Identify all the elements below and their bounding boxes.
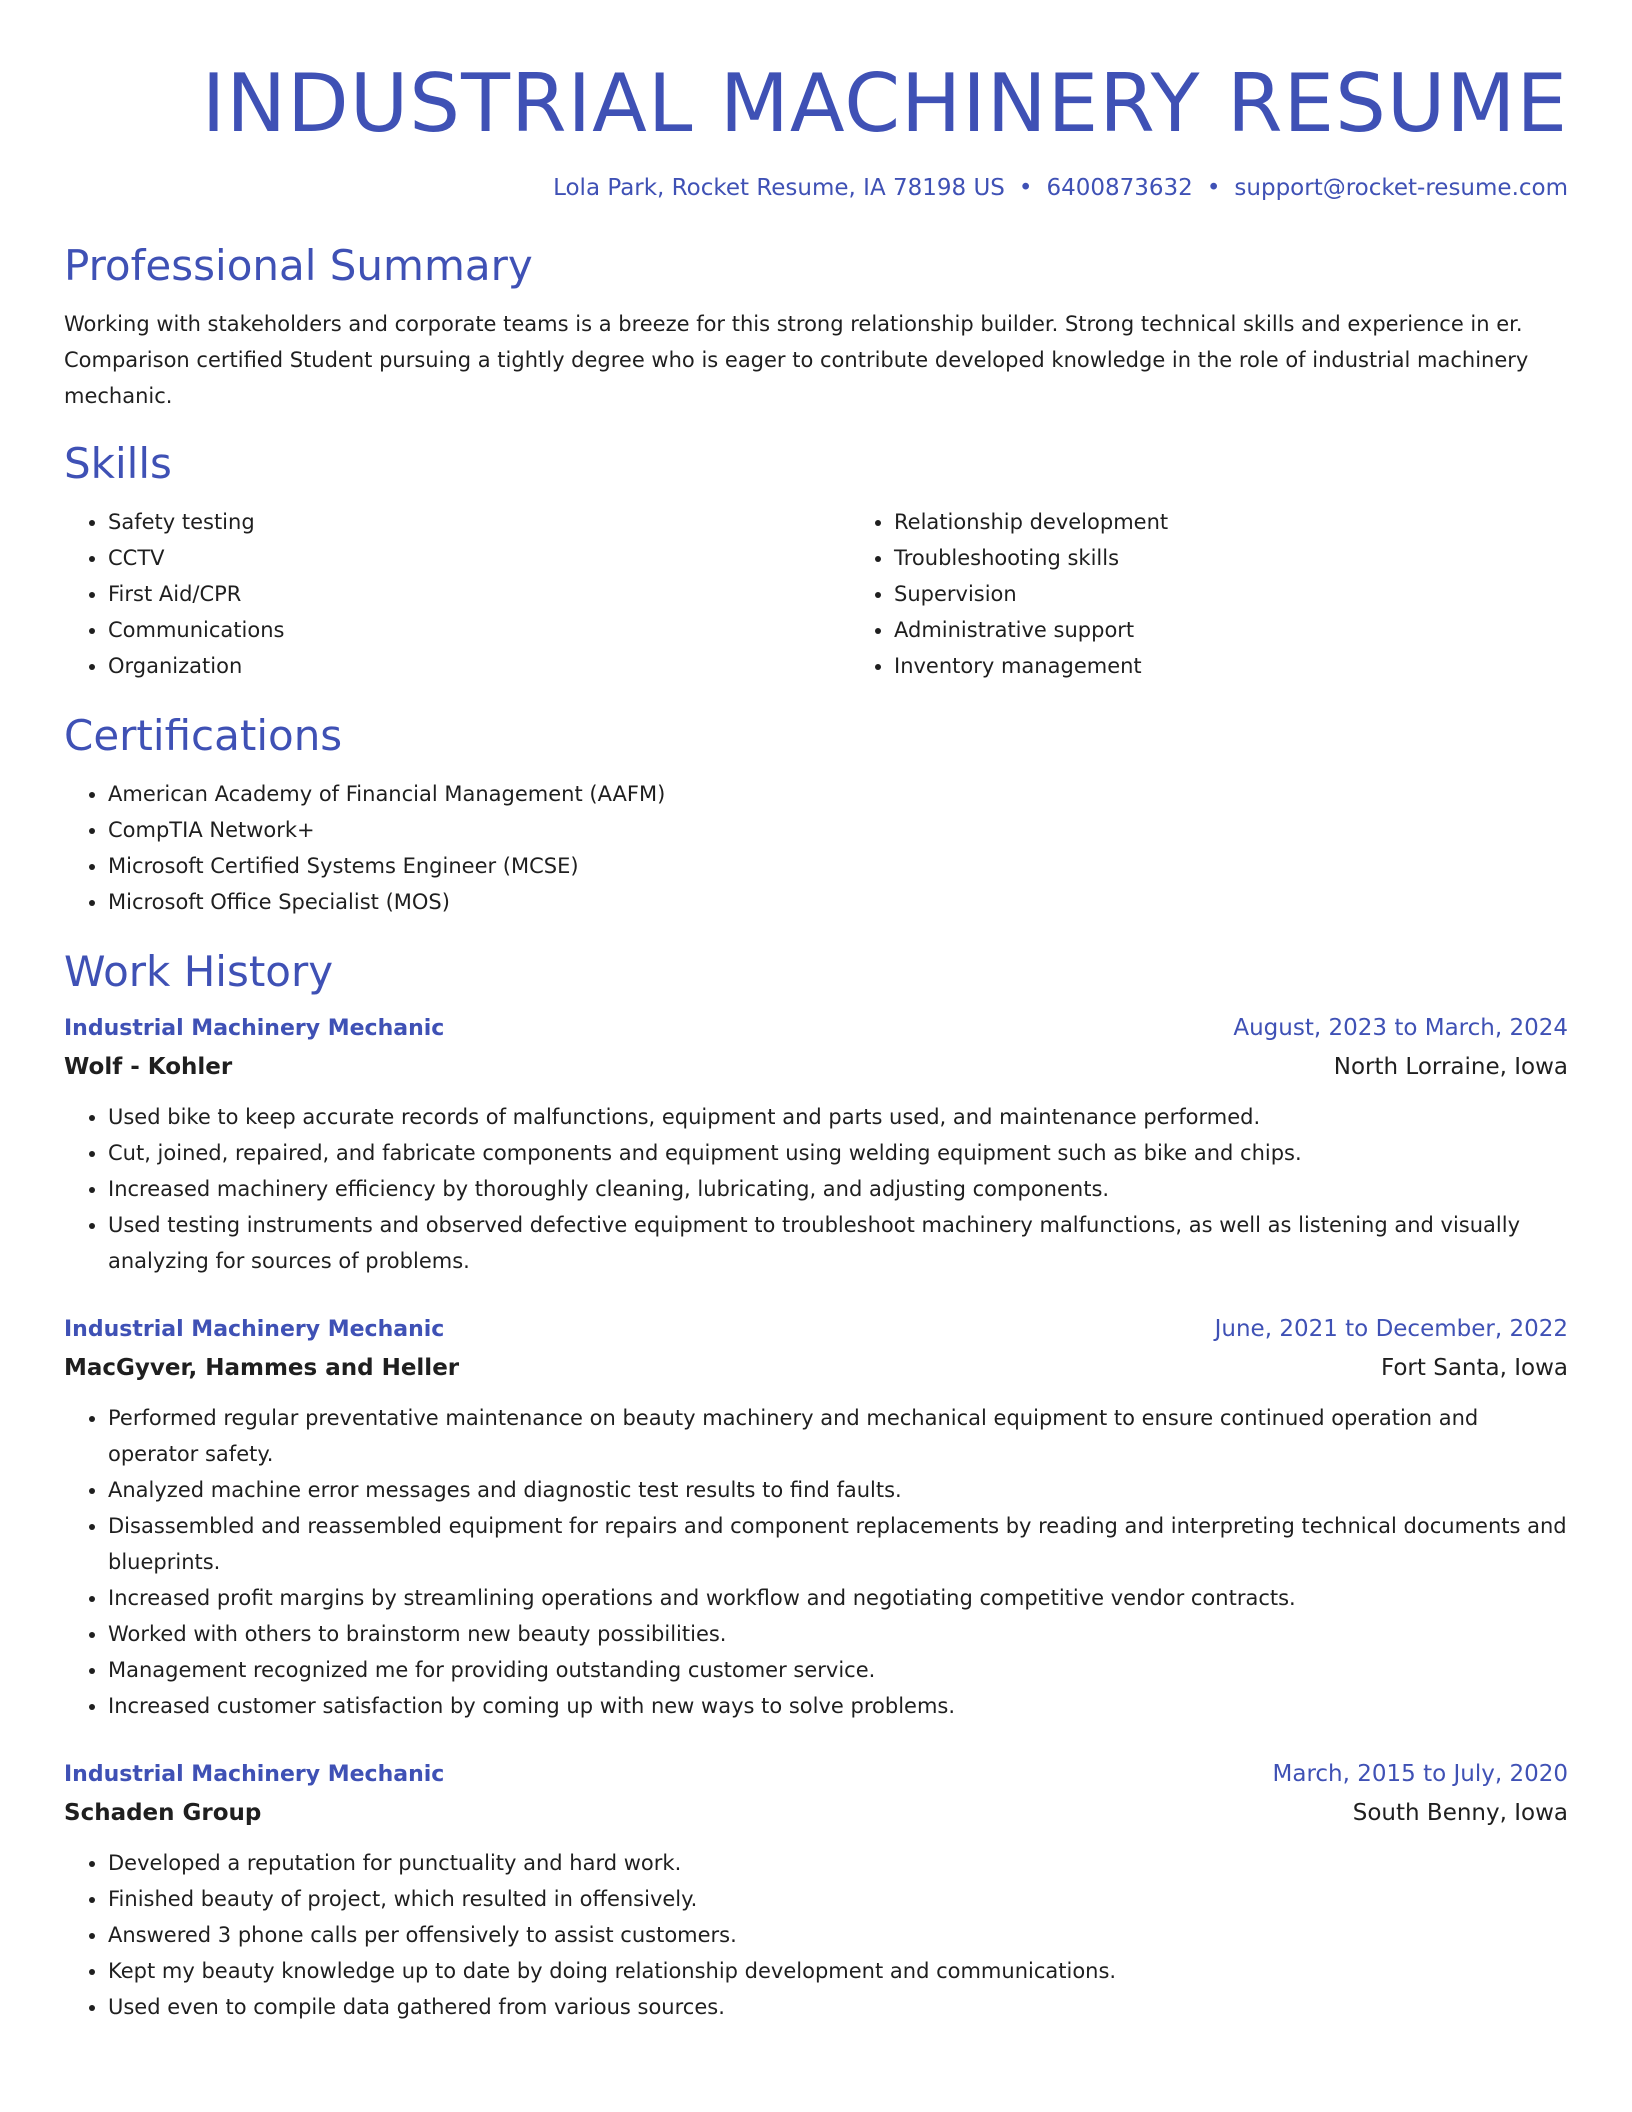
skill-item: • Organization bbox=[108, 648, 850, 684]
skill-item: • Troubleshooting skills bbox=[894, 540, 1632, 576]
work-history-section bbox=[64, 944, 1568, 2025]
skills-grid bbox=[64, 504, 1568, 684]
summary-section bbox=[64, 238, 1568, 414]
job-title: Industrial Machinery Mechanic bbox=[64, 1317, 445, 1342]
contact-separator: • bbox=[1206, 175, 1221, 201]
certification-item: • Microsoft Certified Systems Engineer (MCSE) bbox=[108, 848, 1568, 884]
job-header-row bbox=[64, 1311, 1568, 1348]
job-duty-item: • Answered 3 phone calls per offensively to assist customers. bbox=[108, 1917, 1568, 1953]
certifications-section bbox=[64, 708, 1568, 920]
skills-heading: Skills bbox=[64, 439, 172, 488]
job-duty-item: • Developed a reputation for punctuality and hard work. bbox=[108, 1845, 1568, 1881]
job-duty-item: • Increased customer satisfaction by coming up with new ways to solve problems. bbox=[108, 1688, 1568, 1724]
skill-item: • Communications bbox=[108, 612, 850, 648]
job-dates: August, 2023 to March, 2024 bbox=[1233, 1015, 1568, 1041]
skill-item: • First Aid/CPR bbox=[108, 576, 850, 612]
job-duties-list bbox=[64, 1400, 1568, 1724]
contact-email: support@rocket-resume.com bbox=[1234, 175, 1568, 201]
skill-item: • Supervision bbox=[894, 576, 1632, 612]
job-duty-item: • Used bike to keep accurate records of malfunctions, equipment and parts used, and maintenance performed. bbox=[108, 1099, 1568, 1135]
resume-page bbox=[64, 0, 1568, 2025]
skill-item: • Safety testing bbox=[108, 504, 850, 540]
job-dates: March, 2015 to July, 2020 bbox=[1272, 1761, 1568, 1787]
job-title: Industrial Machinery Mechanic bbox=[64, 1762, 445, 1787]
certification-item: • Microsoft Office Specialist (MOS) bbox=[108, 884, 1568, 920]
contact-address: Lola Park, Rocket Resume, IA 78198 US bbox=[553, 175, 1005, 201]
job-location: Fort Santa, Iowa bbox=[1380, 1355, 1568, 1381]
job-duty-item: • Finished beauty of project, which resulted in offensively. bbox=[108, 1881, 1568, 1917]
contact-separator: • bbox=[1018, 175, 1033, 201]
job-company: Wolf - Kohler bbox=[64, 1054, 233, 1080]
skill-item: • Administrative support bbox=[894, 612, 1632, 648]
job-header-row bbox=[64, 1010, 1568, 1047]
job-duty-item: • Worked with others to brainstorm new beauty possibilities. bbox=[108, 1616, 1568, 1652]
summary-heading: Professional Summary bbox=[64, 241, 533, 290]
contact-phone: 6400873632 bbox=[1046, 175, 1193, 201]
skill-item: • CCTV bbox=[108, 540, 850, 576]
job-header-row bbox=[64, 1756, 1568, 1793]
job-location: North Lorraine, Iowa bbox=[1333, 1054, 1568, 1080]
resume-title: INDUSTRIAL MACHINERY RESUME bbox=[201, 57, 1568, 150]
certifications-list bbox=[64, 776, 1568, 920]
job-duty-item: • Disassembled and reassembled equipment for repairs and component replacements by reading and interpreting technical documents and blueprints. bbox=[108, 1508, 1568, 1580]
job-duty-item: • Analyzed machine error messages and diagnostic test results to find faults. bbox=[108, 1472, 1568, 1508]
job-duty-item: • Increased machinery efficiency by thoroughly cleaning, lubricating, and adjusting components. bbox=[108, 1171, 1568, 1207]
skills-section bbox=[64, 436, 1568, 684]
skills-list-right bbox=[850, 504, 1632, 684]
job-duty-item: • Management recognized me for providing outstanding customer service. bbox=[108, 1652, 1568, 1688]
summary-text: Working with stakeholders and corporate teams is a breeze for this strong relationship builder. Strong technical skills and experience in er. Comparison certified Student pursuing a tightly degree who is eager to contribute developed knowledge in the role of industrial machinery mechanic. bbox=[64, 312, 1529, 408]
job-duty-item: • Increased profit margins by streamlining operations and workflow and negotiating competitive vendor contracts. bbox=[108, 1580, 1568, 1616]
job-location: South Benny, Iowa bbox=[1352, 1800, 1568, 1826]
job-duties-list bbox=[64, 1099, 1568, 1279]
skill-item: • Relationship development bbox=[894, 504, 1632, 540]
job-entry bbox=[64, 1756, 1568, 2025]
job-entry bbox=[64, 1010, 1568, 1279]
job-title: Industrial Machinery Mechanic bbox=[64, 1016, 445, 1041]
job-duties-list bbox=[64, 1845, 1568, 2025]
job-company-row bbox=[64, 1348, 1568, 1388]
certification-item: • CompTIA Network+ bbox=[108, 812, 1568, 848]
job-duty-item: • Used even to compile data gathered from various sources. bbox=[108, 1989, 1568, 2025]
job-duty-item: • Kept my beauty knowledge up to date by doing relationship development and communications. bbox=[108, 1953, 1568, 1989]
job-entry bbox=[64, 1311, 1568, 1724]
job-company-row bbox=[64, 1793, 1568, 1833]
skill-item: • Inventory management bbox=[894, 648, 1632, 684]
job-duty-item: • Used testing instruments and observed defective equipment to troubleshoot machinery malfunctions, as well as listening and visually analyzing for sources of problems. bbox=[108, 1207, 1568, 1279]
certifications-heading: Certifications bbox=[64, 711, 343, 760]
contact-line bbox=[64, 172, 1568, 204]
job-company-row bbox=[64, 1047, 1568, 1087]
job-company: MacGyver, Hammes and Heller bbox=[64, 1355, 460, 1381]
skills-list-left bbox=[64, 504, 850, 684]
certification-item: • American Academy of Financial Management (AAFM) bbox=[108, 776, 1568, 812]
job-company: Schaden Group bbox=[64, 1800, 262, 1826]
job-duty-item: • Performed regular preventative maintenance on beauty machinery and mechanical equipment to ensure continued operation and operator safety. bbox=[108, 1400, 1568, 1472]
job-duty-item: • Cut, joined, repaired, and fabricate components and equipment using welding equipment such as bike and chips. bbox=[108, 1135, 1568, 1171]
work-history-heading: Work History bbox=[64, 947, 334, 996]
job-dates: June, 2021 to December, 2022 bbox=[1214, 1316, 1568, 1342]
